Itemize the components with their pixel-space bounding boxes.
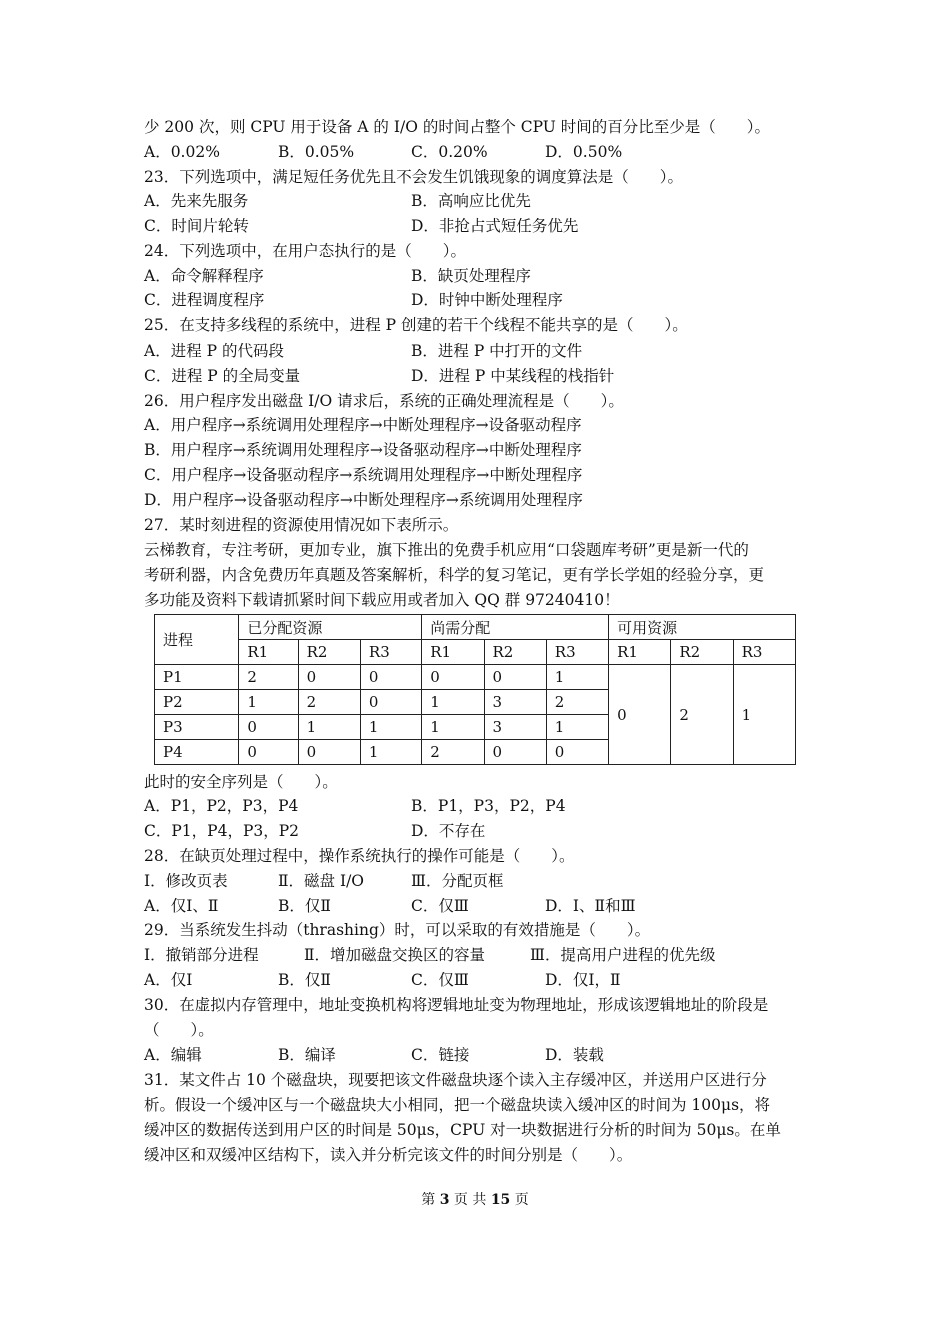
table-cell: 1 (422, 715, 484, 740)
q22-stem: 少 200 次，则 CPU 用于设备 A 的 I/O 的时间占整个 CPU 时间的百分比至少是（ ）。 (144, 118, 771, 136)
q27-option-a: A．P1，P2，P3，P4 (144, 797, 299, 815)
header-allocated: 已分配资源 (239, 615, 422, 640)
ad-line-1: 云梯教育，专注考研，更加专业，旗下推出的免费手机应用“口袋题库考研”更是新一代的 (144, 541, 749, 559)
table-cell: 0 (239, 740, 298, 765)
table-cell: 1 (546, 715, 608, 740)
q23-option-b: B．高响应比优先 (411, 192, 531, 210)
table-cell: 0 (546, 740, 608, 765)
table-row (155, 665, 796, 690)
footer-page-number: 3 (439, 1192, 450, 1208)
process-name: P1 (155, 665, 239, 690)
subheader-cell: R2 (484, 640, 546, 665)
table-cell: 0 (422, 665, 484, 690)
ad-line-3: 多功能及资料下载请抓紧时间下载应用或者加入 QQ 群 97240410！ (144, 591, 620, 609)
footer-prefix: 第 (421, 1192, 436, 1208)
subheader-cell: R3 (546, 640, 608, 665)
q28-item-1: Ⅰ．修改页表 (144, 872, 228, 890)
q23-option-a: A．先来先服务 (144, 192, 249, 210)
q26-option-d: D．用户程序→设备驱动程序→中断处理程序→系统调用处理程序 (144, 491, 583, 509)
subheader-cell: R1 (422, 640, 484, 665)
q23-option-c: C．时间片轮转 (144, 217, 249, 235)
header-need: 尚需分配 (422, 615, 609, 640)
table-cell: 0 (360, 690, 421, 715)
q30-option-a: A．编辑 (144, 1046, 202, 1064)
q26-option-b: B．用户程序→系统调用处理程序→设备驱动程序→中断处理程序 (144, 441, 582, 459)
q31-stem-line-3: 缓冲区的数据传送到用户区的时间是 50μs，CPU 对一块数据进行分析的时间为 50μs。在单 (144, 1121, 781, 1139)
q29-option-c: C．仅Ⅲ (411, 971, 469, 989)
q30-option-c: C．链接 (411, 1046, 470, 1064)
q29-option-d: D．仅Ⅰ，Ⅱ (545, 971, 621, 989)
table-cell: 0 (298, 740, 360, 765)
header-available: 可用资源 (609, 615, 796, 640)
header-process: 进程 (155, 615, 239, 665)
q22-option-b: B．0.05% (278, 143, 355, 161)
q29-item-1: Ⅰ．撤销部分进程 (144, 946, 259, 964)
subheader-cell: R2 (671, 640, 733, 665)
subheader-cell: R1 (609, 640, 671, 665)
footer-total-pages: 15 (490, 1192, 511, 1208)
q29-option-a: A．仅Ⅰ (144, 971, 193, 989)
subheader-cell: R2 (298, 640, 360, 665)
q22-option-d: D．0.50% (545, 143, 623, 161)
q26-option-c: C．用户程序→设备驱动程序→系统调用处理程序→中断处理程序 (144, 466, 583, 484)
q30-stem-line-1: 30．在虚拟内存管理中，地址变换机构将逻辑地址变为物理地址，形成该逻辑地址的阶段是 (144, 996, 769, 1014)
q22-option-a: A．0.02% (144, 143, 220, 161)
table-cell: 0 (484, 665, 546, 690)
available-r1: 0 (609, 665, 671, 765)
table-cell: 1 (360, 740, 421, 765)
footer-middle: 页 共 (453, 1192, 487, 1208)
table-cell: 0 (360, 665, 421, 690)
process-name: P2 (155, 690, 239, 715)
q31-stem-line-1: 31．某文件占 10 个磁盘块，现要把该文件磁盘块逐个读入主存缓冲区，并送用户区进行分 (144, 1071, 767, 1089)
q28-option-a: A．仅Ⅰ、Ⅱ (144, 897, 219, 915)
table-cell: 1 (239, 690, 298, 715)
table-cell: 1 (546, 665, 608, 690)
process-name: P4 (155, 740, 239, 765)
table-cell: 3 (484, 715, 546, 740)
q26-stem: 26．用户程序发出磁盘 I/O 请求后，系统的正确处理流程是（ ）。 (144, 392, 624, 410)
q29-stem: 29．当系统发生抖动（thrashing）时，可以采取的有效措施是（ ）。 (144, 921, 651, 939)
table-cell: 3 (484, 690, 546, 715)
q27-option-b: B．P1，P3，P2，P4 (411, 797, 566, 815)
q30-stem-line-2: （ ）。 (144, 1021, 214, 1039)
resource-table (154, 614, 796, 765)
table-cell: 2 (239, 665, 298, 690)
q25-option-d: D．进程 P 中某线程的栈指针 (411, 367, 615, 385)
q24-option-a: A．命令解释程序 (144, 267, 264, 285)
q27-option-d: D．不存在 (411, 822, 486, 840)
q25-option-a: A．进程 P 的代码段 (144, 342, 284, 360)
q24-option-b: B．缺页处理程序 (411, 267, 531, 285)
q28-option-d: D．Ⅰ、Ⅱ和Ⅲ (545, 897, 636, 915)
table-cell: 0 (298, 665, 360, 690)
ad-line-2: 考研利器，内含免费历年真题及答案解析，科学的复习笔记，更有学长学姐的经验分享，更 (144, 566, 765, 584)
process-name: P3 (155, 715, 239, 740)
table-subheader-row (155, 640, 796, 665)
q25-option-c: C．进程 P 的全局变量 (144, 367, 301, 385)
q30-option-b: B．编译 (278, 1046, 336, 1064)
q24-option-d: D．时钟中断处理程序 (411, 291, 563, 309)
q27-option-c: C．P1，P4，P3，P2 (144, 822, 300, 840)
table-cell: 0 (239, 715, 298, 740)
q25-option-b: B．进程 P 中打开的文件 (411, 342, 583, 360)
q30-option-d: D．装载 (545, 1046, 604, 1064)
q23-option-d: D．非抢占式短任务优先 (411, 217, 579, 235)
available-r3: 1 (733, 665, 795, 765)
q31-stem-line-2: 析。假设一个缓冲区与一个磁盘块大小相同，把一个磁盘块读入缓冲区的时间为 100μs，将 (144, 1096, 771, 1114)
q22-option-c: C．0.20% (411, 143, 488, 161)
table-header-row (155, 615, 796, 640)
table-cell: 1 (422, 690, 484, 715)
q28-option-c: C．仅Ⅲ (411, 897, 469, 915)
table-cell: 2 (298, 690, 360, 715)
q25-stem: 25．在支持多线程的系统中，进程 P 创建的若干个线程不能共享的是（ ）。 (144, 316, 688, 334)
table-cell: 2 (546, 690, 608, 715)
q26-option-a: A．用户程序→系统调用处理程序→中断处理程序→设备驱动程序 (144, 416, 582, 434)
table-cell: 2 (422, 740, 484, 765)
q29-option-b: B．仅Ⅱ (278, 971, 331, 989)
q24-option-c: C．进程调度程序 (144, 291, 265, 309)
q28-option-b: B．仅Ⅱ (278, 897, 331, 915)
footer-suffix: 页 (514, 1192, 529, 1208)
subheader-cell: R3 (733, 640, 795, 665)
subheader-cell: R3 (360, 640, 421, 665)
available-r2: 2 (671, 665, 733, 765)
table-cell: 1 (360, 715, 421, 740)
table-cell: 0 (484, 740, 546, 765)
q29-item-2: Ⅱ．增加磁盘交换区的容量 (304, 946, 486, 964)
page-footer (0, 1190, 950, 1210)
q24-stem: 24．下列选项中，在用户态执行的是（ ）。 (144, 242, 466, 260)
q27-question: 此时的安全序列是（ ）。 (144, 773, 338, 791)
q27-stem: 27．某时刻进程的资源使用情况如下表所示。 (144, 516, 459, 534)
table-cell: 1 (298, 715, 360, 740)
q23-stem: 23．下列选项中，满足短任务优先且不会发生饥饿现象的调度算法是（ ）。 (144, 168, 683, 186)
subheader-cell: R1 (239, 640, 298, 665)
q31-stem-line-4: 缓冲区和双缓冲区结构下，读入并分析完该文件的时间分别是（ ）。 (144, 1146, 633, 1164)
q28-item-2: Ⅱ．磁盘 I/O (278, 872, 365, 890)
q28-item-3: Ⅲ．分配页框 (411, 872, 504, 890)
q29-item-3: Ⅲ．提高用户进程的优先级 (530, 946, 716, 964)
q28-stem: 28．在缺页处理过程中，操作系统执行的操作可能是（ ）。 (144, 847, 575, 865)
